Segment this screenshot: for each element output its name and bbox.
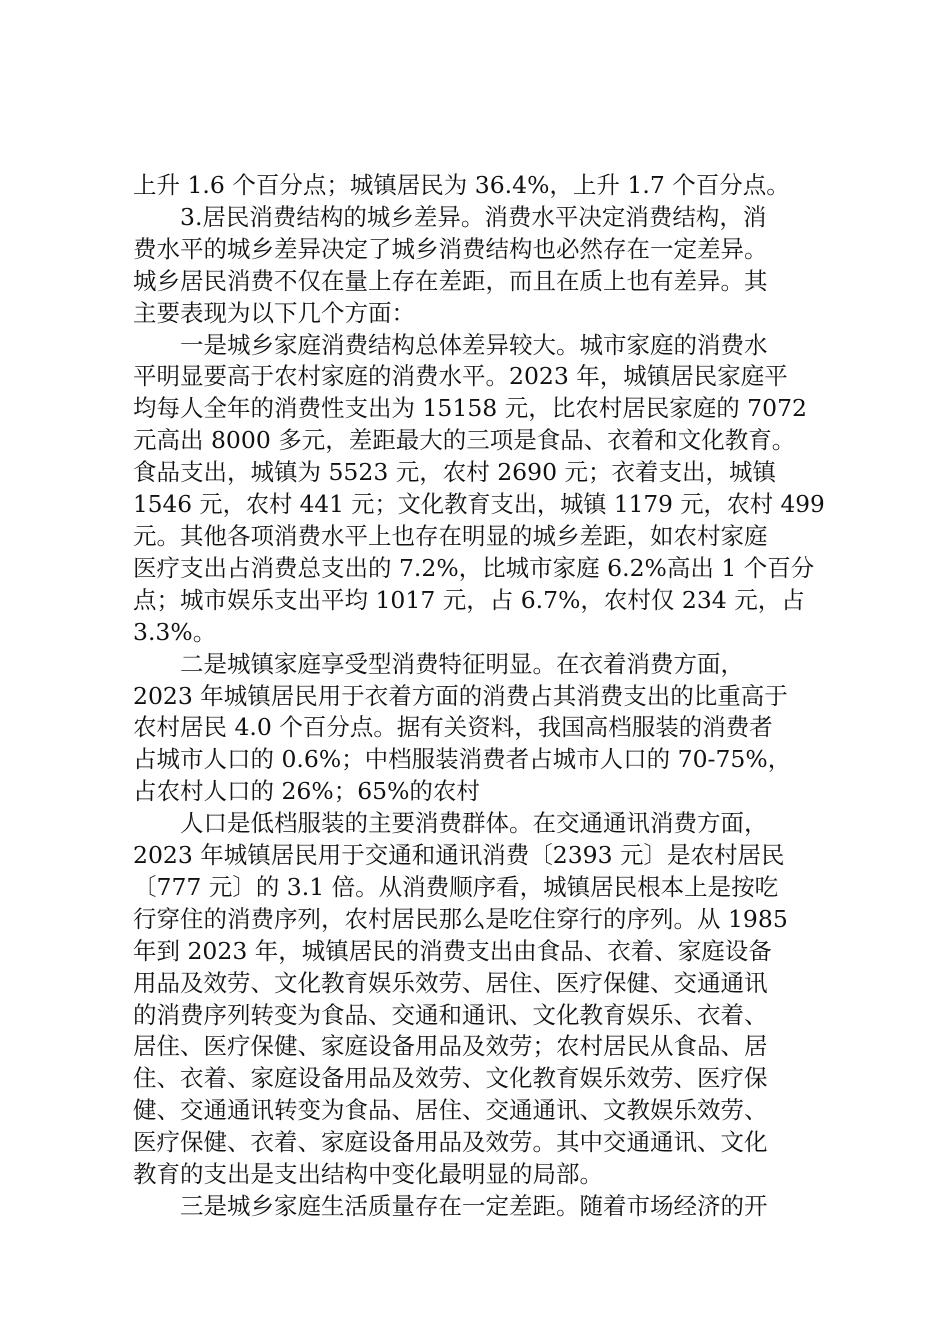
text-line: 居住、医疗保健、家庭设备用品及效劳；农村居民从食品、居 xyxy=(133,1032,768,1061)
text-line: 的消费序列转变为食品、交通和通讯、文化教育娱乐、衣着、 xyxy=(133,1000,768,1029)
text-line: 1546 元，农村 441 元；文化教育支出，城镇 1179 元，农村 499 xyxy=(133,491,825,519)
text-line-paragraph-start: 人口是低档服装的主要消费群体。在交通通讯消费方面， xyxy=(180,809,768,838)
text-line: 城乡居民消费不仅在量上存在差距，而且在质上也有差异。其 xyxy=(133,266,768,295)
text-line: 医疗保健、衣着、家庭设备用品及效劳。其中交通通讯、文化 xyxy=(133,1128,768,1157)
text-line-paragraph-start: 二是城镇家庭享受型消费特征明显。在衣着消费方面， xyxy=(180,649,744,678)
text-line: 均每人全年的消费性支出为 15158 元，比农村居民家庭的 7072 xyxy=(133,394,807,423)
text-line-paragraph-start: 一是城乡家庭消费结构总体差异较大。城市家庭的消费水 xyxy=(180,330,768,359)
text-line-section-heading: 3.居民消费结构的城乡差异。消费水平决定消费结构，消 xyxy=(180,202,767,231)
text-line: 上升 1.6 个百分点；城镇居民为 36.4%，上升 1.7 个百分点。 xyxy=(133,171,790,199)
text-line: 元高出 8000 多元，差距最大的三项是食品、衣着和文化教育。 xyxy=(133,426,796,455)
text-line: 主要表现为以下几个方面： xyxy=(133,298,415,327)
text-line: 占农村人口的 26%；65%的农村 xyxy=(133,777,480,806)
text-line: 平明显要高于农村家庭的消费水平。2023 年，城镇居民家庭平 xyxy=(133,362,788,391)
text-line-paragraph-start: 三是城乡家庭生活质量存在一定差距。随着市场经济的开 xyxy=(180,1192,768,1220)
text-line: 3.3%。 xyxy=(133,617,217,646)
text-line: 教育的支出是支出结构中变化最明显的局部。 xyxy=(133,1160,603,1189)
document-body xyxy=(133,170,825,1223)
text-line: 点；城市娱乐支出平均 1017 元，占 6.7%，农村仅 234 元，占 xyxy=(133,585,805,614)
text-line: 医疗支出占消费总支出的 7.2%，比城市家庭 6.2%高出 1 个百分 xyxy=(133,553,815,582)
text-line: 年到 2023 年，城镇居民的消费支出由食品、衣着、家庭设备 xyxy=(133,936,772,965)
text-line: 2023 年城镇居民用于衣着方面的消费占其消费支出的比重高于 xyxy=(133,681,788,710)
text-line: 食品支出，城镇为 5523 元，农村 2690 元；衣着支出，城镇 xyxy=(133,458,776,487)
text-line: 农村居民 4.0 个百分点。据有关资料，我国高档服装的消费者 xyxy=(133,713,773,742)
text-line: 用品及效劳、文化教育娱乐效劳、居住、医疗保健、交通通讯 xyxy=(133,968,768,997)
text-line: 住、衣着、家庭设备用品及效劳、文化教育娱乐效劳、医疗保 xyxy=(133,1064,768,1093)
text-line: 占城市人口的 0.6%；中档服装消费者占城市人口的 70-75%， xyxy=(133,745,792,774)
text-line: 费水平的城乡差异决定了城乡消费结构也必然存在一定差异。 xyxy=(133,234,768,263)
text-line: 2023 年城镇居民用于交通和通讯消费〔2393 元〕是农村居民 xyxy=(133,841,785,870)
text-line: 健、交通通讯转变为食品、居住、交通通讯、文教娱乐效劳、 xyxy=(133,1096,768,1125)
text-line: 〔777 元〕的 3.1 倍。从消费顺序看，城镇居民根本上是按吃 xyxy=(133,872,779,901)
text-line: 元。其他各项消费水平上也存在明显的城乡差距，如农村家庭 xyxy=(133,521,768,550)
text-line: 行穿住的消费序列，农村居民那么是吃住穿行的序列。从 1985 xyxy=(133,904,788,933)
